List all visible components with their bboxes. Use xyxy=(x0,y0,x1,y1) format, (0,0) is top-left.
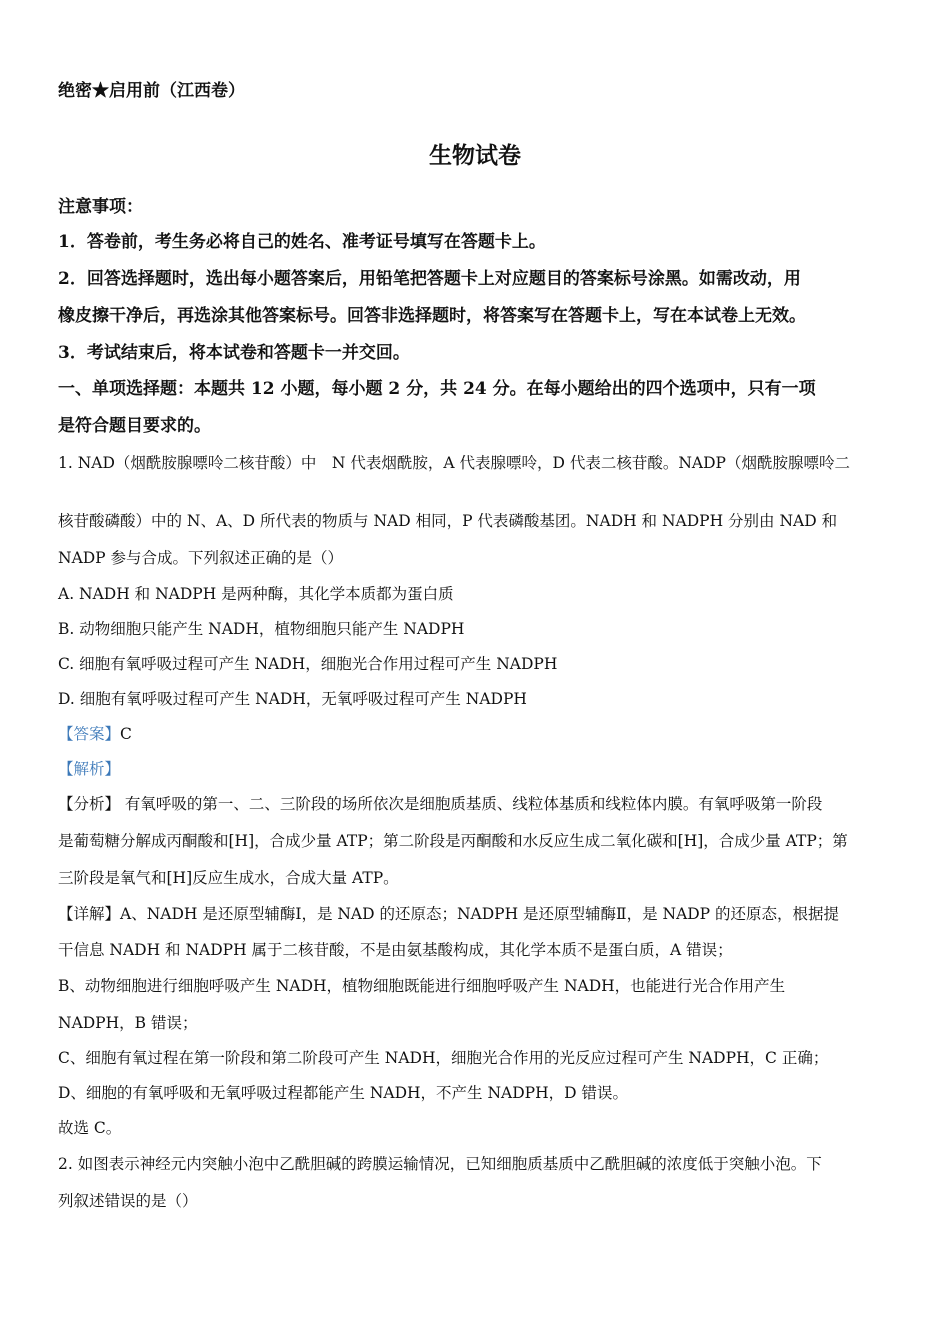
notice-item-2-line-2: 橡皮擦干净后，再选涂其他答案标号。回答非选择题时，将答案写在答题卡上，写在本试卷上无效。 xyxy=(58,306,806,326)
page-title: 生物试卷 xyxy=(429,142,521,169)
notice-item-2-line-1: 2．回答选择题时，选出每小题答案后，用铅笔把答题卡上对应题目的答案标号涂黑。如需改动，用 xyxy=(58,269,801,289)
notice-heading: 注意事项： xyxy=(58,197,143,217)
section-heading-line-1: 一、单项选择题：本题共 12 小题，每小题 2 分，共 24 分。在每小题给出的四个选项中，只有一项 xyxy=(58,379,816,399)
q2-stem-line-1: 2. 如图表示神经元内突触小泡中乙酰胆碱的跨膜运输情况，已知细胞质基质中乙酰胆碱的浓度低于突触小泡。下 xyxy=(58,1155,822,1173)
q1-fenxi-line-1: 【分析】 有氧呼吸的第一、二、三阶段的场所依次是细胞质基质、线粒体基质和线粒体内膜。有氧呼吸第一阶段 xyxy=(58,795,823,813)
q1-b-explanation-line-2: NADPH，B 错误； xyxy=(58,1014,198,1032)
q1-answer xyxy=(58,722,132,744)
q1-option-c: C. 细胞有氧呼吸过程可产生 NADH，细胞光合作用过程可产生 NADPH xyxy=(58,655,558,673)
q1-option-d: D. 细胞有氧呼吸过程可产生 NADH，无氧呼吸过程可产生 NADPH xyxy=(58,690,527,708)
analysis-tag: 【解析】 xyxy=(58,760,121,778)
notice-item-1: 1．答卷前，考生务必将自己的姓名、准考证号填写在答题卡上。 xyxy=(58,232,546,252)
q1-option-b: B. 动物细胞只能产生 NADH，植物细胞只能产生 NADPH xyxy=(58,620,465,638)
q1-b-explanation-line-1: B、动物细胞进行细胞呼吸产生 NADH，植物细胞既能进行细胞呼吸产生 NADH，也能进行光合作用产生 xyxy=(58,977,786,995)
q2-stem-line-2: 列叙述错误的是（） xyxy=(58,1192,198,1210)
answer-value: C xyxy=(120,725,132,743)
section-heading-line-2: 是符合题目要求的。 xyxy=(58,416,211,436)
q1-stem-line-3: NADP 参与合成。下列叙述正确的是（） xyxy=(58,549,344,567)
q1-conclusion: 故选 C。 xyxy=(58,1119,122,1137)
q1-d-explanation: D、细胞的有氧呼吸和无氧呼吸过程都能产生 NADH，不产生 NADPH，D 错误。 xyxy=(58,1084,628,1102)
q1-option-a: A. NADH 和 NADPH 是两种酶，其化学本质都为蛋白质 xyxy=(58,585,454,603)
q1-stem-line-2: 核苷酸磷酸）中的 N、A、D 所代表的物质与 NAD 相同，P 代表磷酸基团。NADH 和 NADPH 分别由 NAD 和 xyxy=(58,512,838,530)
q1-fenxi-line-3: 三阶段是氧气和[H]反应生成水，合成大量 ATP。 xyxy=(58,869,399,887)
answer-tag: 【答案】 xyxy=(58,725,121,743)
q1-c-explanation: C、细胞有氧过程在第一阶段和第二阶段可产生 NADH，细胞光合作用的光反应过程可产生 NADPH，C 正确； xyxy=(58,1049,829,1067)
q1-xiangjie-line-1: 【详解】A、NADH 是还原型辅酶Ⅰ，是 NAD 的还原态；NADPH 是还原型辅酶Ⅱ，是 NADP 的还原态，根据提 xyxy=(58,905,840,923)
confidential-label: 绝密★启用前（江西卷） xyxy=(58,81,245,101)
notice-item-3: 3．考试结束后，将本试卷和答题卡一并交回。 xyxy=(58,343,410,363)
q1-xiangjie-line-2: 干信息 NADH 和 NADPH 属于二核苷酸，不是由氨基酸构成，其化学本质不是蛋白质，A 错误； xyxy=(58,941,733,959)
q1-stem-line-1: 1. NAD（烟酰胺腺嘌呤二核苷酸）中 N 代表烟酰胺，A 代表腺嘌呤，D 代表二核苷酸。NADP（烟酰胺腺嘌呤二 xyxy=(58,454,850,472)
q1-fenxi-line-2: 是葡萄糖分解成丙酮酸和[H]，合成少量 ATP；第二阶段是丙酮酸和水反应生成二氧化碳和[H]，合成少量 ATP；第 xyxy=(58,832,848,850)
